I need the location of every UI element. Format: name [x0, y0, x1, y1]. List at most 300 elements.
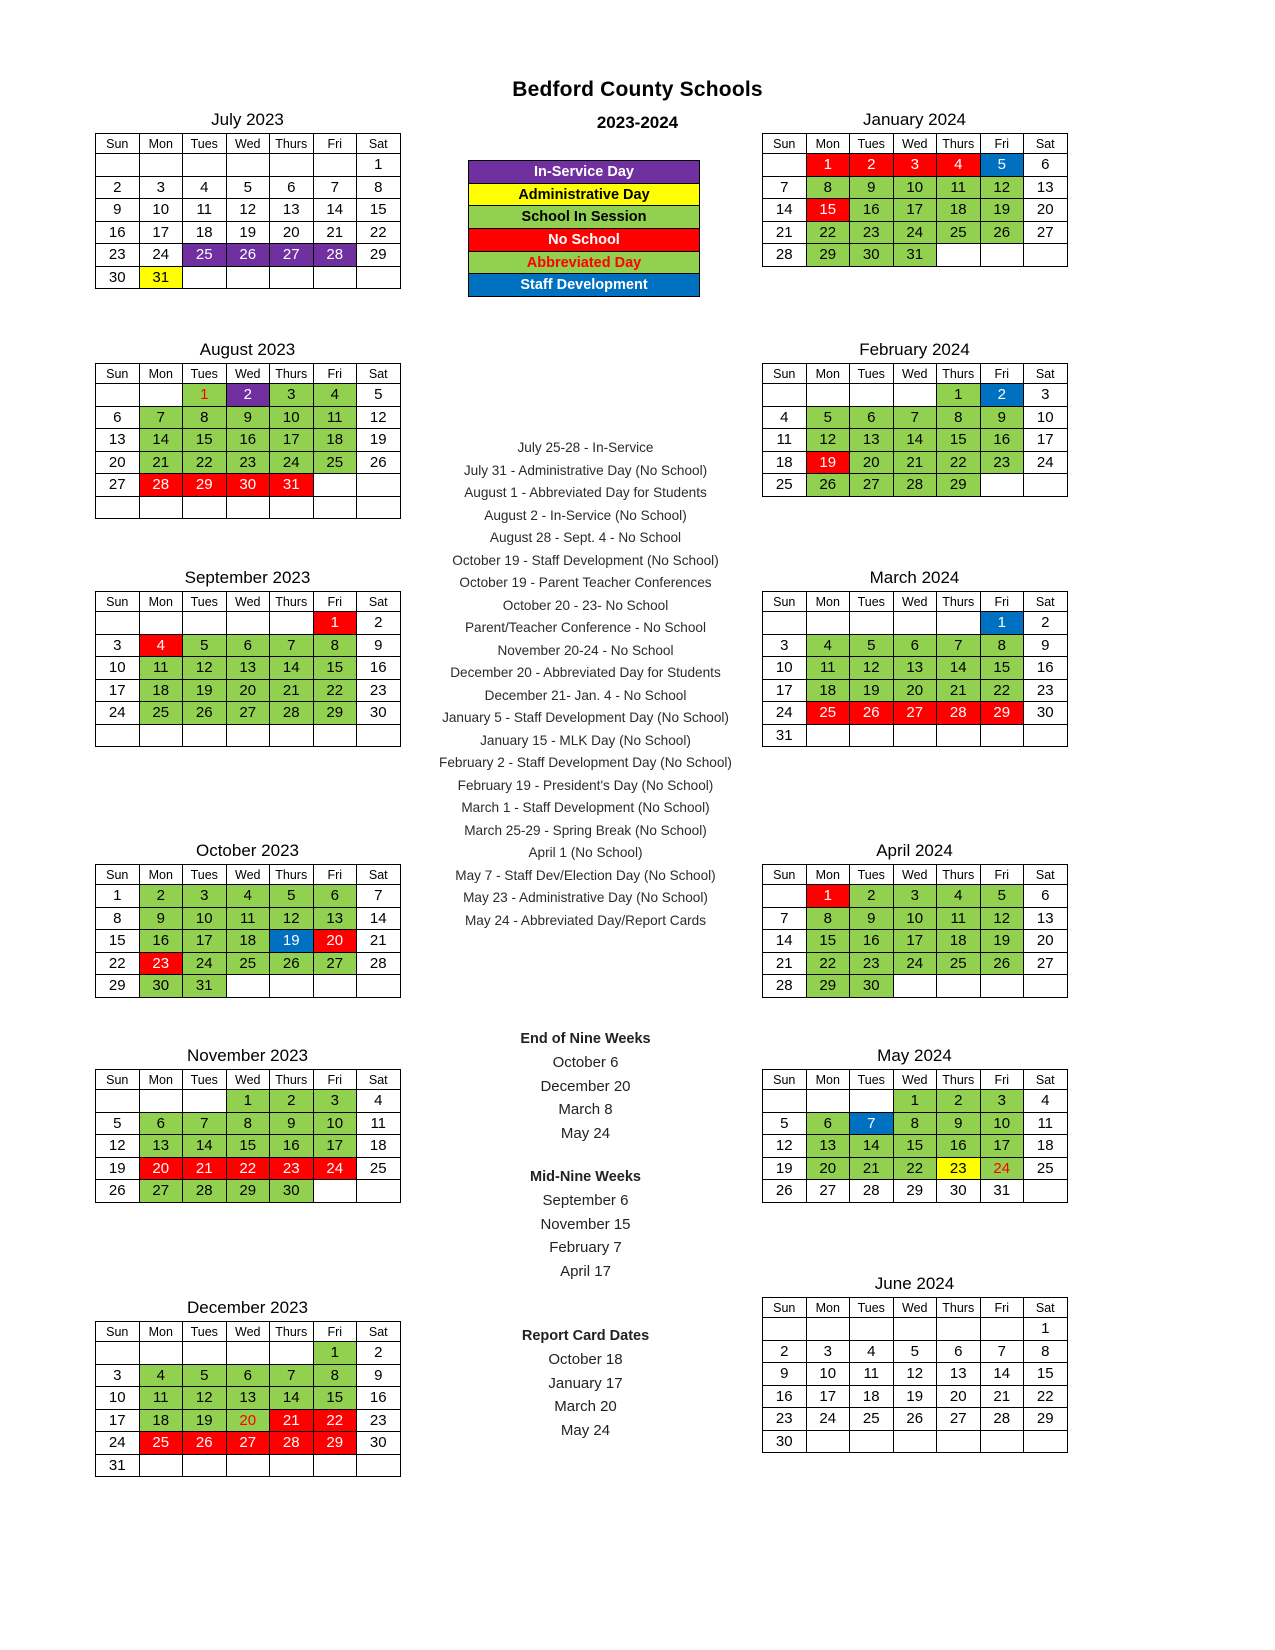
day-cell[interactable]: 9 — [850, 176, 894, 199]
day-cell[interactable]: 9 — [96, 199, 140, 222]
day-cell[interactable]: 16 — [270, 1135, 314, 1158]
day-cell[interactable]: 11 — [763, 429, 807, 452]
day-cell[interactable]: 28 — [139, 474, 183, 497]
day-cell[interactable]: 11 — [850, 1363, 894, 1386]
day-cell[interactable]: 9 — [270, 1112, 314, 1135]
day-cell[interactable]: 26 — [763, 1180, 807, 1203]
day-cell[interactable]: 24 — [763, 702, 807, 725]
day-cell[interactable]: 10 — [893, 176, 937, 199]
day-cell[interactable]: 20 — [226, 679, 270, 702]
day-cell[interactable]: 14 — [850, 1135, 894, 1158]
day-cell[interactable]: 19 — [806, 451, 850, 474]
day-cell[interactable]: 15 — [96, 930, 140, 953]
day-cell[interactable]: 14 — [139, 429, 183, 452]
day-cell[interactable]: 22 — [937, 451, 981, 474]
day-cell[interactable]: 15 — [226, 1135, 270, 1158]
day-cell[interactable]: 30 — [139, 975, 183, 998]
day-cell[interactable]: 19 — [763, 1157, 807, 1180]
day-cell[interactable]: 27 — [270, 244, 314, 267]
day-cell[interactable]: 26 — [893, 1408, 937, 1431]
day-cell[interactable]: 25 — [806, 702, 850, 725]
day-cell[interactable]: 25 — [139, 1432, 183, 1455]
day-cell[interactable]: 7 — [313, 176, 357, 199]
day-cell[interactable]: 4 — [937, 885, 981, 908]
day-cell[interactable]: 22 — [226, 1157, 270, 1180]
day-cell[interactable]: 24 — [893, 952, 937, 975]
day-cell[interactable]: 5 — [893, 1340, 937, 1363]
day-cell[interactable]: 22 — [313, 679, 357, 702]
day-cell[interactable]: 23 — [357, 1409, 401, 1432]
day-cell[interactable]: 13 — [937, 1363, 981, 1386]
day-cell[interactable]: 19 — [980, 930, 1024, 953]
day-cell[interactable]: 8 — [980, 634, 1024, 657]
day-cell[interactable]: 16 — [763, 1385, 807, 1408]
day-cell[interactable]: 1 — [806, 885, 850, 908]
day-cell[interactable]: 12 — [226, 199, 270, 222]
day-cell[interactable]: 25 — [313, 451, 357, 474]
day-cell[interactable]: 3 — [1024, 384, 1068, 407]
day-cell[interactable]: 6 — [806, 1112, 850, 1135]
day-cell[interactable]: 2 — [270, 1090, 314, 1113]
day-cell[interactable]: 31 — [139, 266, 183, 289]
day-cell[interactable]: 7 — [763, 176, 807, 199]
day-cell[interactable]: 23 — [850, 221, 894, 244]
day-cell[interactable]: 1 — [980, 612, 1024, 635]
day-cell[interactable]: 3 — [139, 176, 183, 199]
day-cell[interactable]: 7 — [893, 406, 937, 429]
day-cell[interactable]: 9 — [139, 907, 183, 930]
day-cell[interactable]: 21 — [763, 221, 807, 244]
day-cell[interactable]: 13 — [806, 1135, 850, 1158]
day-cell[interactable]: 5 — [226, 176, 270, 199]
day-cell[interactable]: 3 — [313, 1090, 357, 1113]
day-cell[interactable]: 12 — [183, 657, 227, 680]
day-cell[interactable]: 11 — [806, 657, 850, 680]
day-cell[interactable]: 12 — [850, 657, 894, 680]
day-cell[interactable]: 4 — [139, 634, 183, 657]
day-cell[interactable]: 24 — [806, 1408, 850, 1431]
day-cell[interactable]: 29 — [806, 244, 850, 267]
day-cell[interactable]: 16 — [357, 1387, 401, 1410]
day-cell[interactable]: 8 — [937, 406, 981, 429]
day-cell[interactable]: 5 — [357, 384, 401, 407]
day-cell[interactable]: 19 — [893, 1385, 937, 1408]
day-cell[interactable]: 4 — [1024, 1090, 1068, 1113]
day-cell[interactable]: 29 — [806, 975, 850, 998]
day-cell[interactable]: 13 — [313, 907, 357, 930]
day-cell[interactable]: 2 — [850, 154, 894, 177]
day-cell[interactable]: 31 — [183, 975, 227, 998]
day-cell[interactable]: 24 — [270, 451, 314, 474]
day-cell[interactable]: 3 — [270, 384, 314, 407]
day-cell[interactable]: 25 — [763, 474, 807, 497]
day-cell[interactable]: 10 — [980, 1112, 1024, 1135]
day-cell[interactable]: 19 — [183, 679, 227, 702]
day-cell[interactable]: 29 — [226, 1180, 270, 1203]
day-cell[interactable]: 16 — [980, 429, 1024, 452]
day-cell[interactable]: 11 — [357, 1112, 401, 1135]
day-cell[interactable]: 4 — [850, 1340, 894, 1363]
day-cell[interactable]: 29 — [313, 1432, 357, 1455]
day-cell[interactable]: 5 — [980, 885, 1024, 908]
day-cell[interactable]: 11 — [139, 657, 183, 680]
day-cell[interactable]: 25 — [1024, 1157, 1068, 1180]
day-cell[interactable]: 4 — [139, 1364, 183, 1387]
day-cell[interactable]: 25 — [937, 952, 981, 975]
day-cell[interactable]: 6 — [96, 406, 140, 429]
day-cell[interactable]: 16 — [850, 930, 894, 953]
day-cell[interactable]: 13 — [96, 429, 140, 452]
day-cell[interactable]: 13 — [893, 657, 937, 680]
day-cell[interactable]: 17 — [139, 221, 183, 244]
day-cell[interactable]: 8 — [893, 1112, 937, 1135]
day-cell[interactable]: 28 — [313, 244, 357, 267]
day-cell[interactable]: 17 — [96, 1409, 140, 1432]
day-cell[interactable]: 18 — [937, 930, 981, 953]
day-cell[interactable]: 26 — [806, 474, 850, 497]
day-cell[interactable]: 26 — [850, 702, 894, 725]
day-cell[interactable]: 12 — [183, 1387, 227, 1410]
day-cell[interactable]: 20 — [270, 221, 314, 244]
day-cell[interactable]: 16 — [96, 221, 140, 244]
day-cell[interactable]: 6 — [313, 885, 357, 908]
day-cell[interactable]: 27 — [313, 952, 357, 975]
day-cell[interactable]: 2 — [139, 885, 183, 908]
day-cell[interactable]: 8 — [1024, 1340, 1068, 1363]
day-cell[interactable]: 28 — [270, 1432, 314, 1455]
day-cell[interactable]: 1 — [313, 612, 357, 635]
day-cell[interactable]: 2 — [937, 1090, 981, 1113]
day-cell[interactable]: 8 — [806, 907, 850, 930]
day-cell[interactable]: 9 — [226, 406, 270, 429]
day-cell[interactable]: 12 — [806, 429, 850, 452]
day-cell[interactable]: 8 — [313, 634, 357, 657]
day-cell[interactable]: 17 — [980, 1135, 1024, 1158]
day-cell[interactable]: 16 — [1024, 657, 1068, 680]
day-cell[interactable]: 19 — [980, 199, 1024, 222]
day-cell[interactable]: 9 — [980, 406, 1024, 429]
day-cell[interactable]: 26 — [980, 221, 1024, 244]
day-cell[interactable]: 16 — [226, 429, 270, 452]
day-cell[interactable]: 31 — [893, 244, 937, 267]
day-cell[interactable]: 15 — [357, 199, 401, 222]
day-cell[interactable]: 15 — [980, 657, 1024, 680]
day-cell[interactable]: 7 — [980, 1340, 1024, 1363]
day-cell[interactable]: 20 — [806, 1157, 850, 1180]
day-cell[interactable]: 10 — [313, 1112, 357, 1135]
day-cell[interactable]: 13 — [226, 1387, 270, 1410]
day-cell[interactable]: 24 — [313, 1157, 357, 1180]
day-cell[interactable]: 17 — [96, 679, 140, 702]
day-cell[interactable]: 9 — [937, 1112, 981, 1135]
day-cell[interactable]: 7 — [763, 907, 807, 930]
day-cell[interactable]: 27 — [226, 1432, 270, 1455]
day-cell[interactable]: 2 — [357, 1342, 401, 1365]
day-cell[interactable]: 8 — [806, 176, 850, 199]
day-cell[interactable]: 4 — [183, 176, 227, 199]
day-cell[interactable]: 27 — [850, 474, 894, 497]
day-cell[interactable]: 18 — [139, 679, 183, 702]
day-cell[interactable]: 29 — [183, 474, 227, 497]
day-cell[interactable]: 6 — [226, 634, 270, 657]
day-cell[interactable]: 20 — [139, 1157, 183, 1180]
day-cell[interactable]: 11 — [1024, 1112, 1068, 1135]
day-cell[interactable]: 26 — [183, 702, 227, 725]
day-cell[interactable]: 6 — [1024, 885, 1068, 908]
day-cell[interactable]: 10 — [806, 1363, 850, 1386]
day-cell[interactable]: 22 — [96, 952, 140, 975]
day-cell[interactable]: 14 — [763, 199, 807, 222]
day-cell[interactable]: 15 — [937, 429, 981, 452]
day-cell[interactable]: 10 — [763, 657, 807, 680]
day-cell[interactable]: 23 — [139, 952, 183, 975]
day-cell[interactable]: 24 — [893, 221, 937, 244]
day-cell[interactable]: 9 — [357, 1364, 401, 1387]
day-cell[interactable]: 21 — [270, 679, 314, 702]
day-cell[interactable]: 15 — [313, 1387, 357, 1410]
day-cell[interactable]: 10 — [893, 907, 937, 930]
day-cell[interactable]: 13 — [226, 657, 270, 680]
day-cell[interactable]: 20 — [226, 1409, 270, 1432]
day-cell[interactable]: 27 — [139, 1180, 183, 1203]
day-cell[interactable]: 21 — [357, 930, 401, 953]
day-cell[interactable]: 28 — [980, 1408, 1024, 1431]
day-cell[interactable]: 30 — [357, 702, 401, 725]
day-cell[interactable]: 23 — [937, 1157, 981, 1180]
day-cell[interactable]: 24 — [1024, 451, 1068, 474]
day-cell[interactable]: 16 — [937, 1135, 981, 1158]
day-cell[interactable]: 4 — [226, 885, 270, 908]
day-cell[interactable]: 14 — [980, 1363, 1024, 1386]
day-cell[interactable]: 30 — [96, 266, 140, 289]
day-cell[interactable]: 4 — [806, 634, 850, 657]
day-cell[interactable]: 22 — [313, 1409, 357, 1432]
day-cell[interactable]: 17 — [893, 930, 937, 953]
day-cell[interactable]: 1 — [357, 154, 401, 177]
day-cell[interactable]: 7 — [270, 634, 314, 657]
day-cell[interactable]: 19 — [96, 1157, 140, 1180]
day-cell[interactable]: 5 — [96, 1112, 140, 1135]
day-cell[interactable]: 20 — [937, 1385, 981, 1408]
day-cell[interactable]: 6 — [850, 406, 894, 429]
day-cell[interactable]: 7 — [183, 1112, 227, 1135]
day-cell[interactable]: 18 — [763, 451, 807, 474]
day-cell[interactable]: 6 — [270, 176, 314, 199]
day-cell[interactable]: 30 — [850, 244, 894, 267]
day-cell[interactable]: 8 — [183, 406, 227, 429]
day-cell[interactable]: 14 — [763, 930, 807, 953]
day-cell[interactable]: 23 — [763, 1408, 807, 1431]
day-cell[interactable]: 14 — [893, 429, 937, 452]
day-cell[interactable]: 23 — [96, 244, 140, 267]
day-cell[interactable]: 27 — [806, 1180, 850, 1203]
day-cell[interactable]: 28 — [937, 702, 981, 725]
day-cell[interactable]: 20 — [96, 451, 140, 474]
day-cell[interactable]: 28 — [763, 975, 807, 998]
day-cell[interactable]: 23 — [850, 952, 894, 975]
day-cell[interactable]: 14 — [313, 199, 357, 222]
day-cell[interactable]: 29 — [937, 474, 981, 497]
day-cell[interactable]: 10 — [1024, 406, 1068, 429]
day-cell[interactable]: 31 — [763, 724, 807, 747]
day-cell[interactable]: 15 — [893, 1135, 937, 1158]
day-cell[interactable]: 25 — [139, 702, 183, 725]
day-cell[interactable]: 27 — [893, 702, 937, 725]
day-cell[interactable]: 26 — [270, 952, 314, 975]
day-cell[interactable]: 18 — [183, 221, 227, 244]
day-cell[interactable]: 22 — [1024, 1385, 1068, 1408]
day-cell[interactable]: 25 — [183, 244, 227, 267]
day-cell[interactable]: 23 — [357, 679, 401, 702]
day-cell[interactable]: 2 — [357, 612, 401, 635]
day-cell[interactable]: 26 — [357, 451, 401, 474]
day-cell[interactable]: 7 — [357, 885, 401, 908]
day-cell[interactable]: 3 — [893, 885, 937, 908]
day-cell[interactable]: 1 — [313, 1342, 357, 1365]
day-cell[interactable]: 30 — [1024, 702, 1068, 725]
day-cell[interactable]: 18 — [357, 1135, 401, 1158]
day-cell[interactable]: 11 — [183, 199, 227, 222]
day-cell[interactable]: 19 — [270, 930, 314, 953]
day-cell[interactable]: 1 — [226, 1090, 270, 1113]
day-cell[interactable]: 13 — [270, 199, 314, 222]
day-cell[interactable]: 27 — [96, 474, 140, 497]
day-cell[interactable]: 12 — [96, 1135, 140, 1158]
day-cell[interactable]: 3 — [763, 634, 807, 657]
day-cell[interactable]: 23 — [270, 1157, 314, 1180]
day-cell[interactable]: 10 — [183, 907, 227, 930]
day-cell[interactable]: 31 — [980, 1180, 1024, 1203]
day-cell[interactable]: 17 — [1024, 429, 1068, 452]
day-cell[interactable]: 27 — [1024, 952, 1068, 975]
day-cell[interactable]: 19 — [357, 429, 401, 452]
day-cell[interactable]: 17 — [183, 930, 227, 953]
day-cell[interactable]: 1 — [937, 384, 981, 407]
day-cell[interactable]: 10 — [96, 657, 140, 680]
day-cell[interactable]: 21 — [937, 679, 981, 702]
day-cell[interactable]: 1 — [806, 154, 850, 177]
day-cell[interactable]: 18 — [139, 1409, 183, 1432]
day-cell[interactable]: 1 — [893, 1090, 937, 1113]
day-cell[interactable]: 12 — [893, 1363, 937, 1386]
day-cell[interactable]: 7 — [139, 406, 183, 429]
day-cell[interactable]: 28 — [763, 244, 807, 267]
day-cell[interactable]: 11 — [937, 176, 981, 199]
day-cell[interactable]: 3 — [96, 1364, 140, 1387]
day-cell[interactable]: 22 — [806, 952, 850, 975]
day-cell[interactable]: 3 — [96, 634, 140, 657]
day-cell[interactable]: 15 — [806, 930, 850, 953]
day-cell[interactable]: 22 — [183, 451, 227, 474]
day-cell[interactable]: 30 — [937, 1180, 981, 1203]
day-cell[interactable]: 20 — [1024, 199, 1068, 222]
day-cell[interactable]: 29 — [96, 975, 140, 998]
day-cell[interactable]: 29 — [357, 244, 401, 267]
day-cell[interactable]: 8 — [226, 1112, 270, 1135]
day-cell[interactable]: 17 — [763, 679, 807, 702]
day-cell[interactable]: 3 — [183, 885, 227, 908]
day-cell[interactable]: 3 — [806, 1340, 850, 1363]
day-cell[interactable]: 12 — [980, 176, 1024, 199]
day-cell[interactable]: 20 — [850, 451, 894, 474]
day-cell[interactable]: 4 — [313, 384, 357, 407]
day-cell[interactable]: 5 — [980, 154, 1024, 177]
day-cell[interactable]: 18 — [850, 1385, 894, 1408]
day-cell[interactable]: 5 — [806, 406, 850, 429]
day-cell[interactable]: 21 — [139, 451, 183, 474]
day-cell[interactable]: 26 — [980, 952, 1024, 975]
day-cell[interactable]: 27 — [226, 702, 270, 725]
day-cell[interactable]: 30 — [763, 1430, 807, 1453]
day-cell[interactable]: 6 — [226, 1364, 270, 1387]
day-cell[interactable]: 18 — [313, 429, 357, 452]
day-cell[interactable]: 2 — [1024, 612, 1068, 635]
day-cell[interactable]: 22 — [893, 1157, 937, 1180]
day-cell[interactable]: 31 — [270, 474, 314, 497]
day-cell[interactable]: 24 — [980, 1157, 1024, 1180]
day-cell[interactable]: 31 — [96, 1454, 140, 1477]
day-cell[interactable]: 28 — [893, 474, 937, 497]
day-cell[interactable]: 23 — [226, 451, 270, 474]
day-cell[interactable]: 25 — [357, 1157, 401, 1180]
day-cell[interactable]: 23 — [980, 451, 1024, 474]
day-cell[interactable]: 9 — [1024, 634, 1068, 657]
day-cell[interactable]: 26 — [96, 1180, 140, 1203]
day-cell[interactable]: 3 — [980, 1090, 1024, 1113]
day-cell[interactable]: 16 — [850, 199, 894, 222]
day-cell[interactable]: 12 — [763, 1135, 807, 1158]
day-cell[interactable]: 12 — [980, 907, 1024, 930]
day-cell[interactable]: 15 — [806, 199, 850, 222]
day-cell[interactable]: 26 — [226, 244, 270, 267]
day-cell[interactable]: 5 — [763, 1112, 807, 1135]
day-cell[interactable]: 14 — [183, 1135, 227, 1158]
day-cell[interactable]: 25 — [226, 952, 270, 975]
day-cell[interactable]: 28 — [270, 702, 314, 725]
day-cell[interactable]: 15 — [313, 657, 357, 680]
day-cell[interactable]: 21 — [850, 1157, 894, 1180]
day-cell[interactable]: 20 — [1024, 930, 1068, 953]
day-cell[interactable]: 12 — [270, 907, 314, 930]
day-cell[interactable]: 16 — [357, 657, 401, 680]
day-cell[interactable]: 24 — [183, 952, 227, 975]
day-cell[interactable]: 10 — [96, 1387, 140, 1410]
day-cell[interactable]: 6 — [937, 1340, 981, 1363]
day-cell[interactable]: 3 — [893, 154, 937, 177]
day-cell[interactable]: 11 — [226, 907, 270, 930]
day-cell[interactable]: 30 — [357, 1432, 401, 1455]
day-cell[interactable]: 4 — [357, 1090, 401, 1113]
day-cell[interactable]: 2 — [226, 384, 270, 407]
day-cell[interactable]: 17 — [806, 1385, 850, 1408]
day-cell[interactable]: 13 — [850, 429, 894, 452]
day-cell[interactable]: 12 — [357, 406, 401, 429]
day-cell[interactable]: 13 — [139, 1135, 183, 1158]
day-cell[interactable]: 19 — [850, 679, 894, 702]
day-cell[interactable]: 5 — [270, 885, 314, 908]
day-cell[interactable]: 18 — [806, 679, 850, 702]
day-cell[interactable]: 10 — [270, 406, 314, 429]
day-cell[interactable]: 2 — [850, 885, 894, 908]
day-cell[interactable]: 5 — [850, 634, 894, 657]
day-cell[interactable]: 1 — [183, 384, 227, 407]
day-cell[interactable]: 25 — [850, 1408, 894, 1431]
day-cell[interactable]: 25 — [937, 221, 981, 244]
day-cell[interactable]: 21 — [893, 451, 937, 474]
day-cell[interactable]: 11 — [313, 406, 357, 429]
day-cell[interactable]: 19 — [226, 221, 270, 244]
day-cell[interactable]: 28 — [183, 1180, 227, 1203]
